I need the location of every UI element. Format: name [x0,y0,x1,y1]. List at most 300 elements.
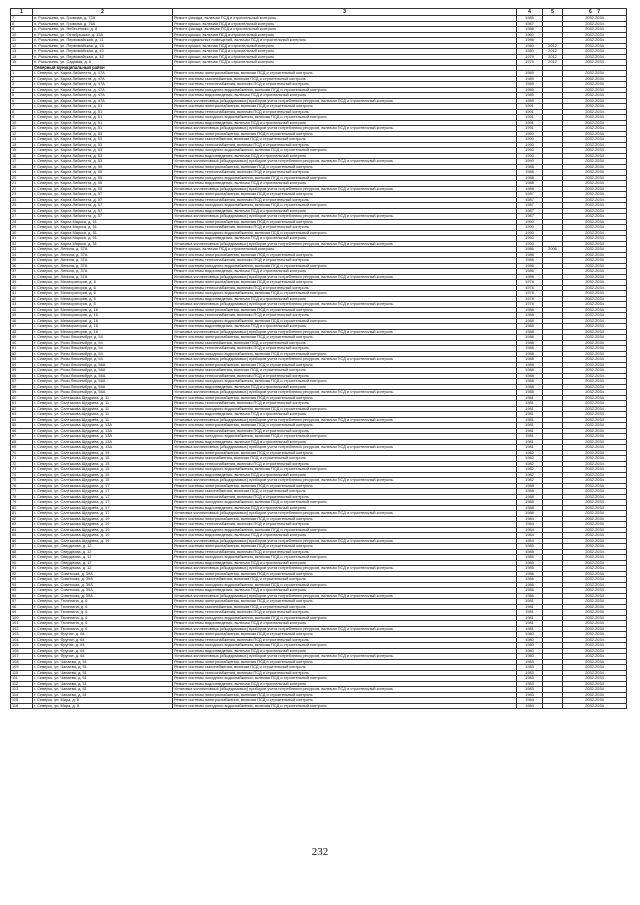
cell-work-type: Ремонт системы водоотведения, включая ПСД и строительный контроль [173,208,517,214]
cell-planned-period: 2032-2034 [563,329,627,335]
cell-work-type: Ремонт системы теплоснабжения, включая ПСД и строительный контроль [173,197,517,203]
cell-work-type: Ремонт системы электроснабжения, включая ПСД и строительный контроль [173,164,517,170]
cell-year: 1985 [517,544,543,550]
cell-planned-period: 2032-2034 [563,549,627,555]
cell-address: г. Северск, ул. Карла Либкнехта, д. 53 [33,137,173,143]
cell-planned-period: 2032-2034 [563,412,627,418]
cell-work-type: Ремонт системы газоснабжения, включая ПСД и строительный контроль [173,604,517,610]
cell-work-type: Ремонт системы водоотведения, включая ПСД и строительный контроль [173,269,517,275]
cell-address: г. Северск, ул. Чапаева, д. 51 [33,676,173,682]
cell-year: 1981 [517,417,543,423]
cell-planned-period: 2032-2034 [563,120,627,126]
cell-work-type: Ремонт системы теплоснабжения, включая ПСД и строительный контроль [173,142,517,148]
cell-number: 34 [11,252,33,258]
cell-address: г. Северск, ул. Карла Либкнехта, д. 55 [33,181,173,187]
cell-year: 1988 [517,373,543,379]
cell-number: 7 [11,16,33,22]
cell-year: 1987 [517,214,543,220]
cell-address: г. Северск, ул. Карла Маркса, д. 51 [33,241,173,247]
cell-planned-period: 2032-2034 [563,335,627,341]
cell-year: 1988 [517,483,543,489]
cell-year: 1988 [517,164,543,170]
cell-number: 26 [11,208,33,214]
cell-address: г. Северск, ул. Фрунзе, д. 64 [33,637,173,643]
cell-work-type: Ремонт крыши, включая ПСД и строительный контроль [173,54,517,60]
cell-work-type: Ремонт системы теплоснабжения, включая ПСД и строительный контроль [173,401,517,407]
cell-number: 116 [11,703,33,709]
cell-address: г. Северск, ул. Ленина, д. 37А [33,263,173,269]
cell-address: г. Северск, ул. Салтыкова-Щедрина, д. 13А [33,423,173,429]
cell-planned-period: 2032-2034 [563,181,627,187]
cell-number: 14 [11,54,33,60]
cell-number: 79 [11,500,33,506]
cell-number: 8 [11,21,33,27]
cell-address: г. Северск, ул. Карла Либкнехта, д. 55 [33,175,173,181]
header-col-6-7 [563,9,627,16]
cell-year: 1988 [517,505,543,511]
cell-year: 1991 [517,104,543,110]
cell-number: 45 [11,313,33,319]
cell-planned-period: 2032-2034 [563,461,627,467]
cell-year: 1990 [517,225,543,231]
cell-planned-period: 2032-2034 [563,571,627,577]
cell-work-type: Ремонт системы электроснабжения, включая ПСД и строительный контроль [173,192,517,198]
cell-number: 52 [11,351,33,357]
cell-address: г. Северск, ул. Карла Либкнехта, д. 51 [33,104,173,110]
cell-planned-period: 2032-2034 [563,456,627,462]
cell-planned-period: 2032-2034 [563,208,627,214]
cell-year: 1991 [517,115,543,121]
cell-address: г. Северск, ул. Салтыкова-Щедрина, д. 17 [33,489,173,495]
cell-work-type: Ремонт системы электроснабжения, включая ПСД и строительный контроль [173,362,517,368]
cell-address: п. Розыльево, ул. Первомайская, д. 16 [33,43,173,49]
cell-work-type: Ремонт системы теплоснабжения, включая ПСД и строительный контроль [173,610,517,616]
cell-planned-period: 2032-2034 [563,494,627,500]
cell-planned-period: 2032-2034 [563,54,627,60]
cell-planned-period: 2032-2034 [563,340,627,346]
cell-year: 1985 [517,555,543,561]
cell-number: 12 [11,131,33,137]
cell-planned-period: 2032-2034 [563,555,627,561]
cell-work-type: Ремонт фасада, включая ПСД и строительный контроль [173,27,517,33]
cell-year: 1978 [517,280,543,286]
cell-year: 1984 [517,522,543,528]
cell-planned-period: 2032-2034 [563,566,627,572]
cell-number: 60 [11,395,33,401]
cell-planned-period: 2032-2034 [563,687,627,693]
cell-year: 1986 [517,38,543,44]
cell-work-type: Ремонт системы электроснабжения, включая ПСД и строительный контроль [173,599,517,605]
cell-last-repair-year: 2012 [543,60,563,66]
cell-address: г. Северск, ул. Розы Люксембург, д. 54 [33,357,173,363]
cell-planned-period: 2032-2034 [563,406,627,412]
cell-number: 101 [11,621,33,627]
cell-year: 1990 [517,219,543,225]
cell-work-type: Ремонт системы водоотведения, включая ПСД и строительный контроль [173,505,517,511]
cell-planned-period: 2032-2034 [563,285,627,291]
cell-number: 110 [11,670,33,676]
cell-planned-period: 2032-2034 [563,126,627,132]
cell-number: 15 [11,60,33,66]
cell-year: 1988 [517,384,543,390]
cell-year: 1982 [517,450,543,456]
cell-work-type: Ремонт системы теплоснабжения, включая ПСД и строительный контроль [173,109,517,115]
cell-number: 88 [11,549,33,555]
cell-planned-period: 2032-2034 [563,544,627,550]
cell-number: 107 [11,654,33,660]
cell-number: 3 [11,82,33,88]
cell-address: г. Северск, ул. Карла Либкнехта, д. 47А [33,82,173,88]
cell-year: 1986 [517,258,543,264]
cell-address: г. Северск, ул. Карла Либкнехта, д. 57 [33,214,173,220]
cell-planned-period: 2032-2034 [563,318,627,324]
cell-planned-period: 2032-2034 [563,98,627,104]
cell-work-type: Ремонт системы газоснабжения, включая ПСД и строительный контроль [173,137,517,143]
cell-year: 1988 [517,175,543,181]
cell-year: 1981 [517,610,543,616]
cell-planned-period: 2032-2034 [563,27,627,33]
cell-number: 12 [11,43,33,49]
cell-planned-period: 2032-2034 [563,93,627,99]
cell-work-type: Ремонт системы электроснабжения, включая ПСД и строительный контроль [173,450,517,456]
cell-address: п. Розыльево, ул. Громова, д. 76А [33,21,173,27]
cell-work-type: Ремонт системы холодного водоснабжения, включая ПСД и строительный контроль [173,87,517,93]
cell-address: г. Северск, ул. Розы Люксембург, д. 56А [33,373,173,379]
cell-year: 1984 [517,703,543,709]
cell-number: 25 [11,203,33,209]
cell-address: п. Розыльево, ул. Первомайская, д. 11 [33,38,173,44]
cell-planned-period: 2032-2034 [563,390,627,396]
cell-number: 2 [11,76,33,82]
cell-address: г. Северск, ул. Мира, д. 8 [33,703,173,709]
cell-year: 1980 [517,49,543,55]
cell-work-type: Ремонт системы водоотведения, включая ПСД и строительный контроль [173,681,517,687]
cell-number: 75 [11,478,33,484]
cell-work-type: Установка коллективных (общедомовых) приборов учета потребления ресурсов, включая ПСД и строительный контроль [173,357,517,363]
cell-work-type: Ремонт системы водоотведения, включая ПСД и строительный контроль [173,412,517,418]
cell-work-type: Ремонт системы электроснабжения, включая ПСД и строительный контроль [173,131,517,137]
cell-year: 1978 [517,285,543,291]
cell-address: г. Северск, ул. Свердлова, д. 12 [33,544,173,550]
cell-work-type: Ремонт системы холодного водоснабжения, включая ПСД и строительный контроль [173,527,517,533]
cell-last-repair-year [543,703,563,709]
cell-number: 66 [11,428,33,434]
cell-work-type: Ремонт системы электроснабжения, включая ПСД и строительный контроль [173,71,517,77]
cell-address: г. Северск, ул. Карла Либкнехта, д. 51 [33,120,173,126]
cell-work-type: Ремонт системы холодного водоснабжения, включая ПСД и строительный контроль [173,555,517,561]
cell-year: 1988 [517,335,543,341]
cell-year: 1986 [517,247,543,253]
cell-year: 1982 [517,456,543,462]
cell-work-type: Установка коллективных (общедомовых) приборов учета потребления ресурсов, включая ПСД и строительный контроль [173,538,517,544]
register-sheet [10,8,626,709]
cell-planned-period: 2032-2034 [563,362,627,368]
cell-number: 36 [11,263,33,269]
cell-number: 85 [11,533,33,539]
cell-year: 1990 [517,137,543,143]
cell-planned-period: 2032-2034 [563,439,627,445]
cell-number: 78 [11,494,33,500]
cell-address: г. Северск, ул. Карла Либкнехта, д. 53 [33,142,173,148]
cell-work-type: Ремонт системы водоотведения, включая ПСД и строительный контроль [173,181,517,187]
cell-address: г. Северск, ул. Салтыкова-Щедрина, д. 17 [33,500,173,506]
cell-work-type: Ремонт системы электроснабжения, включая ПСД и строительный контроль [173,483,517,489]
cell-work-type: Ремонт системы электроснабжения, включая ПСД и строительный контроль [173,632,517,638]
cell-address: п. Розыльево, ул. Первомайская, д. 40 [33,49,173,55]
cell-year: 1980 [517,654,543,660]
cell-number: 9 [11,115,33,121]
cell-work-type: Ремонт системы холодного водоснабжения, включая ПСД и строительный контроль [173,643,517,649]
cell-last-repair-year: 2012 [543,54,563,60]
cell-number: 54 [11,362,33,368]
cell-planned-period: 2032-2034 [563,434,627,440]
cell-work-type: Ремонт системы газоснабжения, включая ПСД и строительный контроль [173,577,517,583]
cell-year: 1981 [517,626,543,632]
cell-year: 1988 [517,186,543,192]
cell-planned-period: 2032-2034 [563,32,627,38]
cell-planned-period: 2032-2034 [563,71,627,77]
cell-work-type: Ремонт системы теплоснабжения, включая ПСД и строительный контроль [173,522,517,528]
cell-year: 1986 [517,269,543,275]
cell-planned-period: 2032-2034 [563,192,627,198]
cell-number: 50 [11,340,33,346]
cell-work-type: Ремонт системы водоотведения, включая ПСД и строительный контроль [173,648,517,654]
cell-planned-period: 2032-2034 [563,142,627,148]
cell-work-type: Ремонт системы электроснабжения, включая ПСД и строительный контроль [173,219,517,225]
cell-number: 76 [11,483,33,489]
cell-address: г. Северск, ул. Салтыкова-Щедрина, д. 15 [33,461,173,467]
cell-work-type: Ремонт системы холодного водоснабжения, включая ПСД и строительный контроль [173,379,517,385]
cell-number: 92 [11,571,33,577]
cell-planned-period: 2032-2034 [563,659,627,665]
cell-year: 1981 [517,439,543,445]
cell-work-type: Установка коллективных (общедомовых) приборов учета потребления ресурсов, включая ПСД и строительный контроль [173,186,517,192]
cell-number: 20 [11,175,33,181]
cell-year: 1984 [517,516,543,522]
cell-number: 41 [11,291,33,297]
cell-address: г. Северск, ул. Салтыкова-Щедрина, д. 11 [33,401,173,407]
cell-number: 10 [11,32,33,38]
cell-number: 113 [11,687,33,693]
cell-last-repair-year: 2012 [543,43,563,49]
cell-work-type: Установка коллективных (общедомовых) приборов учета потребления ресурсов, включая ПСД и строительный контроль [173,417,517,423]
cell-address: г. Северск, ул. Салтыкова-Щедрина, д. 15 [33,450,173,456]
cell-address: г. Северск, ул. Салтыкова-Щедрина, д. 15 [33,478,173,484]
cell-address: г. Северск, ул. Карла Либкнехта, д. 57 [33,192,173,198]
cell-year: 1981 [517,604,543,610]
cell-planned-period: 2032-2034 [563,351,627,357]
cell-work-type: Установка коллективных (общедомовых) приборов учета потребления ресурсов, включая ПСД и строительный контроль [173,566,517,572]
cell-address: г. Северск, ул. Фрунзе, д. 64 [33,643,173,649]
cell-year: 1980 [517,637,543,643]
cell-planned-period: 2032-2034 [563,577,627,583]
cell-year: 1984 [517,533,543,539]
cell-address: г. Северск, ул. Карла Маркса, д. 51 [33,236,173,242]
cell-number: 81 [11,511,33,517]
cell-number: 87 [11,544,33,550]
cell-year: 1987 [517,208,543,214]
cell-planned-period: 2032-2034 [563,670,627,676]
cell-address: г. Северск, ул. Фрунзе, д. 64 [33,632,173,638]
cell-address: п. Розыльево, ул. Громова, д. 72А [33,16,173,22]
cell-work-type: Ремонт системы холодного водоснабжения, включая ПСД и строительный контроль [173,351,517,357]
cell-address: г. Северск, ул. Карла Либкнехта, д. 53 [33,153,173,159]
cell-work-type: Ремонт системы теплоснабжения, включая ПСД и строительный контроль [173,258,517,264]
cell-year: 1980 [517,643,543,649]
cell-number: 86 [11,538,33,544]
cell-year: 1981 [517,621,543,627]
header-col-3: 3 [173,9,517,16]
cell-year: 1987 [517,203,543,209]
cell-year: 1983 [517,681,543,687]
cell-number: 31 [11,236,33,242]
cell-work-type: Ремонт системы водоотведения, включая ПСД и строительный контроль [173,120,517,126]
cell-address: г. Северск, ул. Мелиораторов, д. 16 [33,329,173,335]
cell-planned-period: 2032-2034 [563,109,627,115]
cell-planned-period: 2032-2034 [563,269,627,275]
cell-planned-period: 2032-2034 [563,643,627,649]
cell-number: 73 [11,467,33,473]
cell-work-type: Ремонт системы электроснабжения, включая ПСД и строительный контроль [173,659,517,665]
cell-work-type: Ремонт системы теплоснабжения, включая ПСД и строительный контроль [173,494,517,500]
cell-year: 1986 [517,593,543,599]
cell-work-type: Ремонт системы электроснабжения, включая ПСД и строительный контроль [173,692,517,698]
cell-number: 64 [11,417,33,423]
cell-work-type: Ремонт системы газоснабжения, включая ПСД и строительный контроль [173,76,517,82]
cell-planned-period: 2032-2034 [563,247,627,253]
cell-work-type: Ремонт системы теплоснабжения, включая ПСД и строительный контроль [173,346,517,352]
cell-number: 99 [11,610,33,616]
cell-number: 24 [11,197,33,203]
cell-number: 8 [11,109,33,115]
cell-year: 1986 [517,571,543,577]
cell-year: 1988 [517,340,543,346]
cell-planned-period: 2032-2034 [563,698,627,704]
cell-address: г. Северск, ул. Розы Люксембург, д. 56А [33,390,173,396]
cell-address: г. Северск, ул. Розы Люксембург, д. 54 [33,346,173,352]
cell-work-type: Ремонт крыши, включая ПСД и строительный контроль [173,247,517,253]
cell-planned-period: 2032-2034 [563,38,627,44]
cell-year: 1985 [517,16,543,22]
cell-work-type: Ремонт системы газоснабжения, включая ПСД и строительный контроль [173,340,517,346]
cell-number: 103 [11,632,33,638]
cell-year: 1983 [517,692,543,698]
cell-planned-period: 2032-2034 [563,274,627,280]
table-row [11,703,627,709]
cell-number: 13 [11,49,33,55]
cell-number: 6 [11,98,33,104]
cell-work-type: Ремонт системы холодного водоснабжения, включая ПСД и строительный контроль [173,291,517,297]
cell-address: г. Северск, ул. Свердлова, д. 12 [33,566,173,572]
cell-work-type: Ремонт системы теплоснабжения, включая ПСД и строительный контроль [173,285,517,291]
cell-work-type: Ремонт системы холодного водоснабжения, включая ПСД и строительный контроль [173,263,517,269]
cell-number: 48 [11,329,33,335]
cell-number: 63 [11,412,33,418]
cell-address: г. Северск, ул. Карла Либкнехта, д. 47А [33,71,173,77]
cell-planned-period: 2032-2034 [563,637,627,643]
header-col-2: 2 [33,9,173,16]
cell-year: 1988 [517,390,543,396]
cell-planned-period: 2032-2034 [563,632,627,638]
cell-address: г. Северск, ул. Розы Люксембург, д. 54 [33,351,173,357]
cell-planned-period: 2032-2034 [563,500,627,506]
cell-address: г. Северск, ул. Салтыкова-Щедрина, д. 17 [33,511,173,517]
cell-planned-period: 2032-2034 [563,516,627,522]
cell-number: 9 [11,27,33,33]
cell-planned-period: 2032-2034 [563,489,627,495]
header-col-4: 4 [517,9,543,16]
cell-planned-period: 2032-2034 [563,236,627,242]
cell-planned-period: 2032-2034 [563,153,627,159]
cell-work-type: Ремонт системы теплоснабжения, включая ПСД и строительный контроль [173,373,517,379]
cell-number: 55 [11,368,33,374]
cell-year: 1981 [517,395,543,401]
cell-number: 94 [11,582,33,588]
cell-address: г. Северск, ул. Мелиораторов, д. 6 [33,302,173,308]
cell-planned-period: 2032-2034 [563,467,627,473]
cell-year: 1988 [517,346,543,352]
cell-planned-period: 2032-2034 [563,159,627,165]
cell-number: 82 [11,516,33,522]
cell-number: 49 [11,335,33,341]
cell-planned-period: 2032-2034 [563,626,627,632]
cell-work-type: Ремонт системы электроснабжения, включая ПСД и строительный контроль [173,516,517,522]
cell-address: г. Северск, ул. Салтыкова-Щедрина, д. 11 [33,412,173,418]
cell-year: 1981 [517,434,543,440]
cell-address: г. Северск, ул. Розы Люксембург, д. 56А [33,368,173,374]
cell-year: 1990 [517,153,543,159]
cell-work-type: Ремонт системы электроснабжения, включая ПСД и строительный контроль [173,280,517,286]
cell-address: г. Северск, ул. Салтыкова-Щедрина, д. 19 [33,533,173,539]
cell-planned-period: 2032-2034 [563,175,627,181]
cell-address: г. Северск, ул. Салтыкова-Щедрина, д. 19 [33,527,173,533]
cell-number: 19 [11,170,33,176]
cell-number: 44 [11,307,33,313]
cell-address: г. Северск, ул. Тюленина, д. 6 [33,599,173,605]
cell-number: 30 [11,230,33,236]
cell-year: 1986 [517,27,543,33]
cell-planned-period: 2032-2034 [563,610,627,616]
cell-year: 1988 [517,500,543,506]
cell-planned-period: 2032-2034 [563,384,627,390]
cell-work-type: Ремонт системы холодного водоснабжения, включая ПСД и строительный контроль [173,703,517,709]
cell-work-type: Ремонт системы холодного водоснабжения, включая ПСД и строительный контроль [173,582,517,588]
cell-work-type: Ремонт системы холодного водоснабжения, включая ПСД и строительный контроль [173,230,517,236]
cell-work-type: Ремонт системы водоотведения, включая ПСД и строительный контроль [173,472,517,478]
cell-address: г. Северск, ул. Карла Маркса, д. 51 [33,225,173,231]
cell-address: г. Северск, ул. Карла Либкнехта, д. 51 [33,126,173,132]
cell-address: г. Северск, ул. Салтыкова-Щедрина, д. 13А [33,434,173,440]
cell-planned-period: 2032-2034 [563,604,627,610]
cell-planned-period: 2032-2034 [563,302,627,308]
cell-work-type: Ремонт системы холодного водоснабжения, включая ПСД и строительный контроль [173,148,517,154]
cell-number: 56 [11,373,33,379]
cell-year: 1988 [517,313,543,319]
cell-year: 1989 [517,87,543,93]
cell-year: 1991 [517,120,543,126]
cell-number: 74 [11,472,33,478]
cell-year: 1979 [517,60,543,66]
cell-year: 1991 [517,109,543,115]
cell-number: 80 [11,505,33,511]
cell-planned-period: 2032-2034 [563,280,627,286]
cell-planned-period: 2032-2034 [563,478,627,484]
cell-work-type: Ремонт системы теплоснабжения, включая ПСД и строительный контроль [173,637,517,643]
cell-year: 1988 [517,181,543,187]
cell-number: 61 [11,401,33,407]
cell-year: 1985 [517,560,543,566]
cell-number: 32 [11,241,33,247]
